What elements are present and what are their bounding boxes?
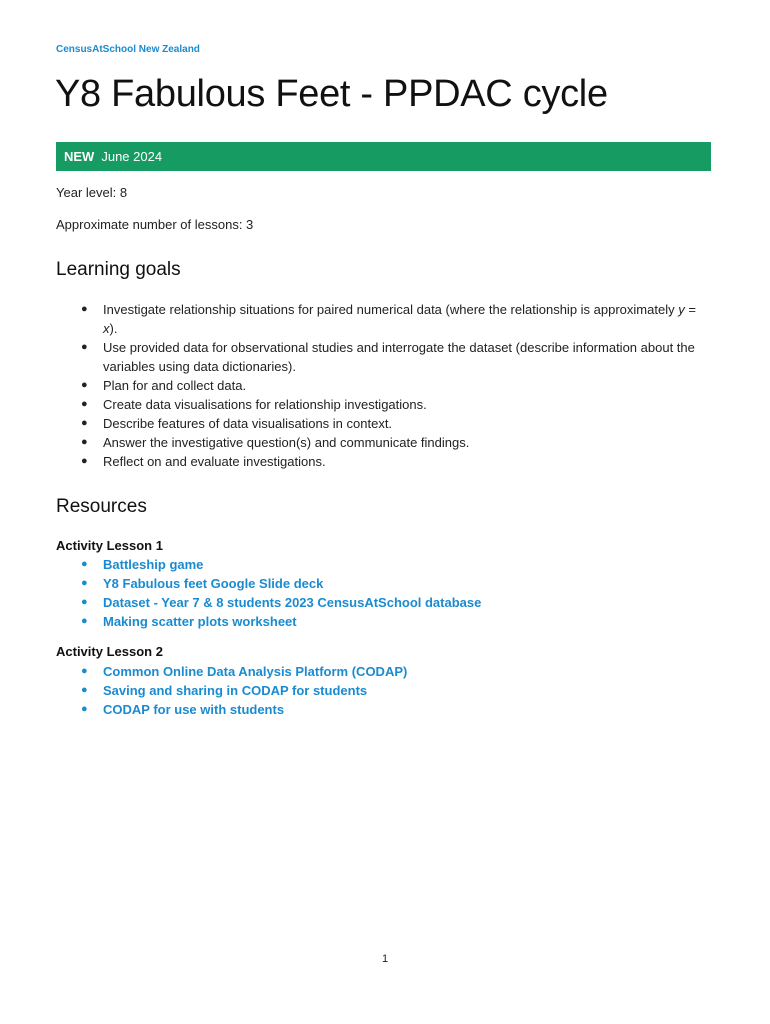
bullet-icon: ● xyxy=(81,703,88,715)
new-banner xyxy=(56,142,711,171)
list-item xyxy=(56,555,481,574)
list-item xyxy=(56,681,407,700)
list-item: ● Describe features of data visualisations in context. xyxy=(81,416,393,431)
bullet-icon: ● xyxy=(81,558,88,570)
bullet-icon: ● xyxy=(81,615,88,627)
lesson-count: Approximate number of lessons: 3 xyxy=(56,217,254,232)
bullet-icon: ● xyxy=(81,303,88,315)
list-item: ● Investigate relationship situations for paired numerical data (where the relationship is approximately y = x). xyxy=(81,302,696,336)
bullet-icon: ● xyxy=(81,684,88,696)
list-item: ● Plan for and collect data. xyxy=(81,378,247,393)
list-item xyxy=(56,593,481,612)
bullet-icon: ● xyxy=(81,577,88,589)
bullet-icon: ● xyxy=(81,341,88,353)
slide-deck-link[interactable]: Y8 Fabulous feet Google Slide deck xyxy=(103,576,324,591)
list-item: ● Create data visualisations for relationship investigations. xyxy=(81,397,427,412)
list-item xyxy=(56,574,481,593)
learning-goals-heading: Learning goals xyxy=(56,259,181,280)
list-item: ● Reflect on and evaluate investigations. xyxy=(81,454,326,469)
bullet-icon: ● xyxy=(81,417,88,429)
bullet-icon: ● xyxy=(81,596,88,608)
list-item xyxy=(56,662,407,681)
list-item xyxy=(56,612,481,631)
bullet-icon: ● xyxy=(81,436,88,448)
battleship-game-link[interactable]: Battleship game xyxy=(103,557,204,572)
new-badge: NEW xyxy=(64,149,95,164)
page-title: Y8 Fabulous Feet - PPDAC cycle xyxy=(55,73,608,115)
year-level: Year level: 8 xyxy=(56,185,128,200)
codap-saving-sharing-link[interactable]: Saving and sharing in CODAP for students xyxy=(103,683,368,698)
learning-goals-list xyxy=(56,300,696,471)
page-number: 1 xyxy=(381,953,389,965)
codap-for-students-link[interactable]: CODAP for use with students xyxy=(103,702,285,717)
lesson-1-resources xyxy=(56,555,481,631)
org-name: CensusAtSchool New Zealand xyxy=(56,44,200,55)
lesson-1-heading: Activity Lesson 1 xyxy=(56,538,163,553)
list-item: ● Answer the investigative question(s) and communicate findings. xyxy=(81,435,470,450)
scatter-plots-worksheet-link[interactable]: Making scatter plots worksheet xyxy=(103,614,297,629)
codap-link[interactable]: Common Online Data Analysis Platform (CODAP) xyxy=(103,664,408,679)
bullet-icon: ● xyxy=(81,455,88,467)
list-item: ● Use provided data for observational studies and interrogate the dataset (describe information about the variables using data dictionaries). xyxy=(81,340,695,374)
bullet-icon: ● xyxy=(81,398,88,410)
lesson-2-resources xyxy=(56,662,407,719)
bullet-icon: ● xyxy=(81,665,88,677)
banner-date: June 2024 xyxy=(101,149,163,164)
lesson-2-heading: Activity Lesson 2 xyxy=(56,644,163,659)
resources-heading: Resources xyxy=(56,496,147,517)
dataset-link[interactable]: Dataset - Year 7 & 8 students 2023 CensusAtSchool database xyxy=(103,595,482,610)
list-item xyxy=(56,700,407,719)
bullet-icon: ● xyxy=(81,379,88,391)
